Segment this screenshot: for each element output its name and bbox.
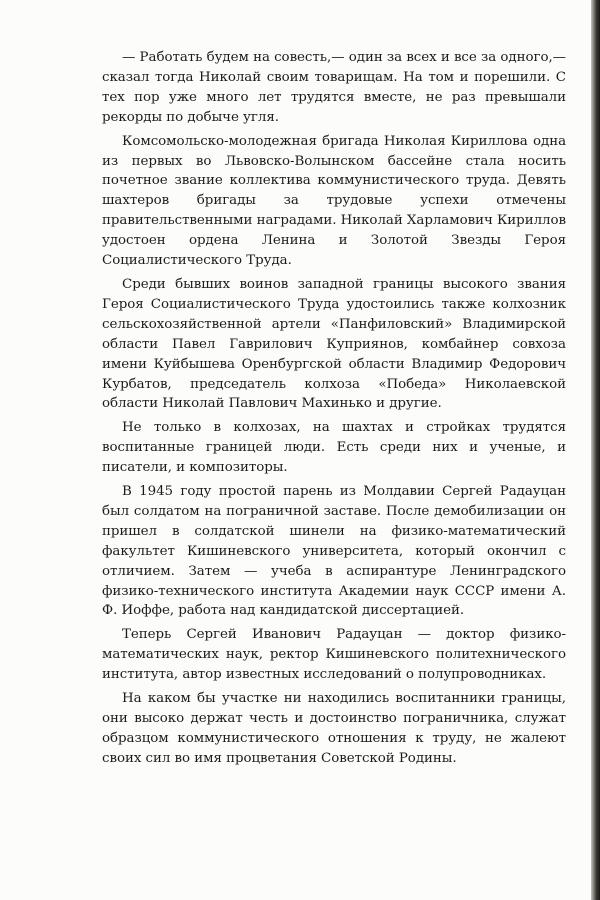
paragraph-2: Комсомольско-молодежная бригада Николая Кириллова одна из первых во Львовско-Волынском бассейне стала носить почетное звание коллектива коммунистического труда. Девять шахтеров бригады за трудовые успехи отмечены правительственными наградами. Николай Харламович Кириллов удостоен ордена Ленина и Золотой Звезды Героя Социалистического Труда. (102, 133, 566, 269)
body-text (102, 48, 566, 773)
paragraph-4: Не только в колхозах, на шахтах и стройках трудятся воспитанные границей люди. Есть среди них и ученые, и писатели, и композиторы. (102, 420, 566, 476)
paragraph-3: Среди бывших воинов западной границы высокого звания Героя Социалистического Труда удостоились также колхозник сельскохозяйственной артели «Панфиловский» Владимирской области Павел Гаврилович Куприянов, комбайнер совхоза имени Куйбышева Оренбургской области Владимир Федорович Курбатов, председатель колхоза «Победа» Николаевской области Николай Павлович Махинько и другие. (102, 276, 566, 412)
paragraph-5: В 1945 году простой парень из Молдавии Сергей Радауцан был солдатом на пограничной заставе. После демобилизации он пришел в солдатской шинели на физико-математический факультет Кишиневского университета, который окончил с отличием. Затем — учеба в аспирантуре Ленинградского физико-технического института Академии наук СССР имени А. Ф. Иоффе, работа над кандидатской диссертацией. (102, 484, 566, 619)
paragraph-6: Теперь Сергей Иванович Радауцан — доктор физико-математических наук, ректор Кишиневского политехнического института, автор известных исследований о полупроводниках. (102, 627, 566, 683)
paragraph-1: — Работать будем на совесть,— один за всех и все за одного,— сказал тогда Николай своим товарищам. На том и порешили. С тех пор уже много лет трудятся вместе, не раз превышали рекорды по добыче угля. (102, 50, 566, 125)
paragraph-7: На каком бы участке ни находились воспитанники границы, они высоко держат честь и достоинство пограничника, служат образцом коммунистического отношения к труду, не жалеют своих сил во имя процветания Советской Родины. (102, 691, 566, 766)
